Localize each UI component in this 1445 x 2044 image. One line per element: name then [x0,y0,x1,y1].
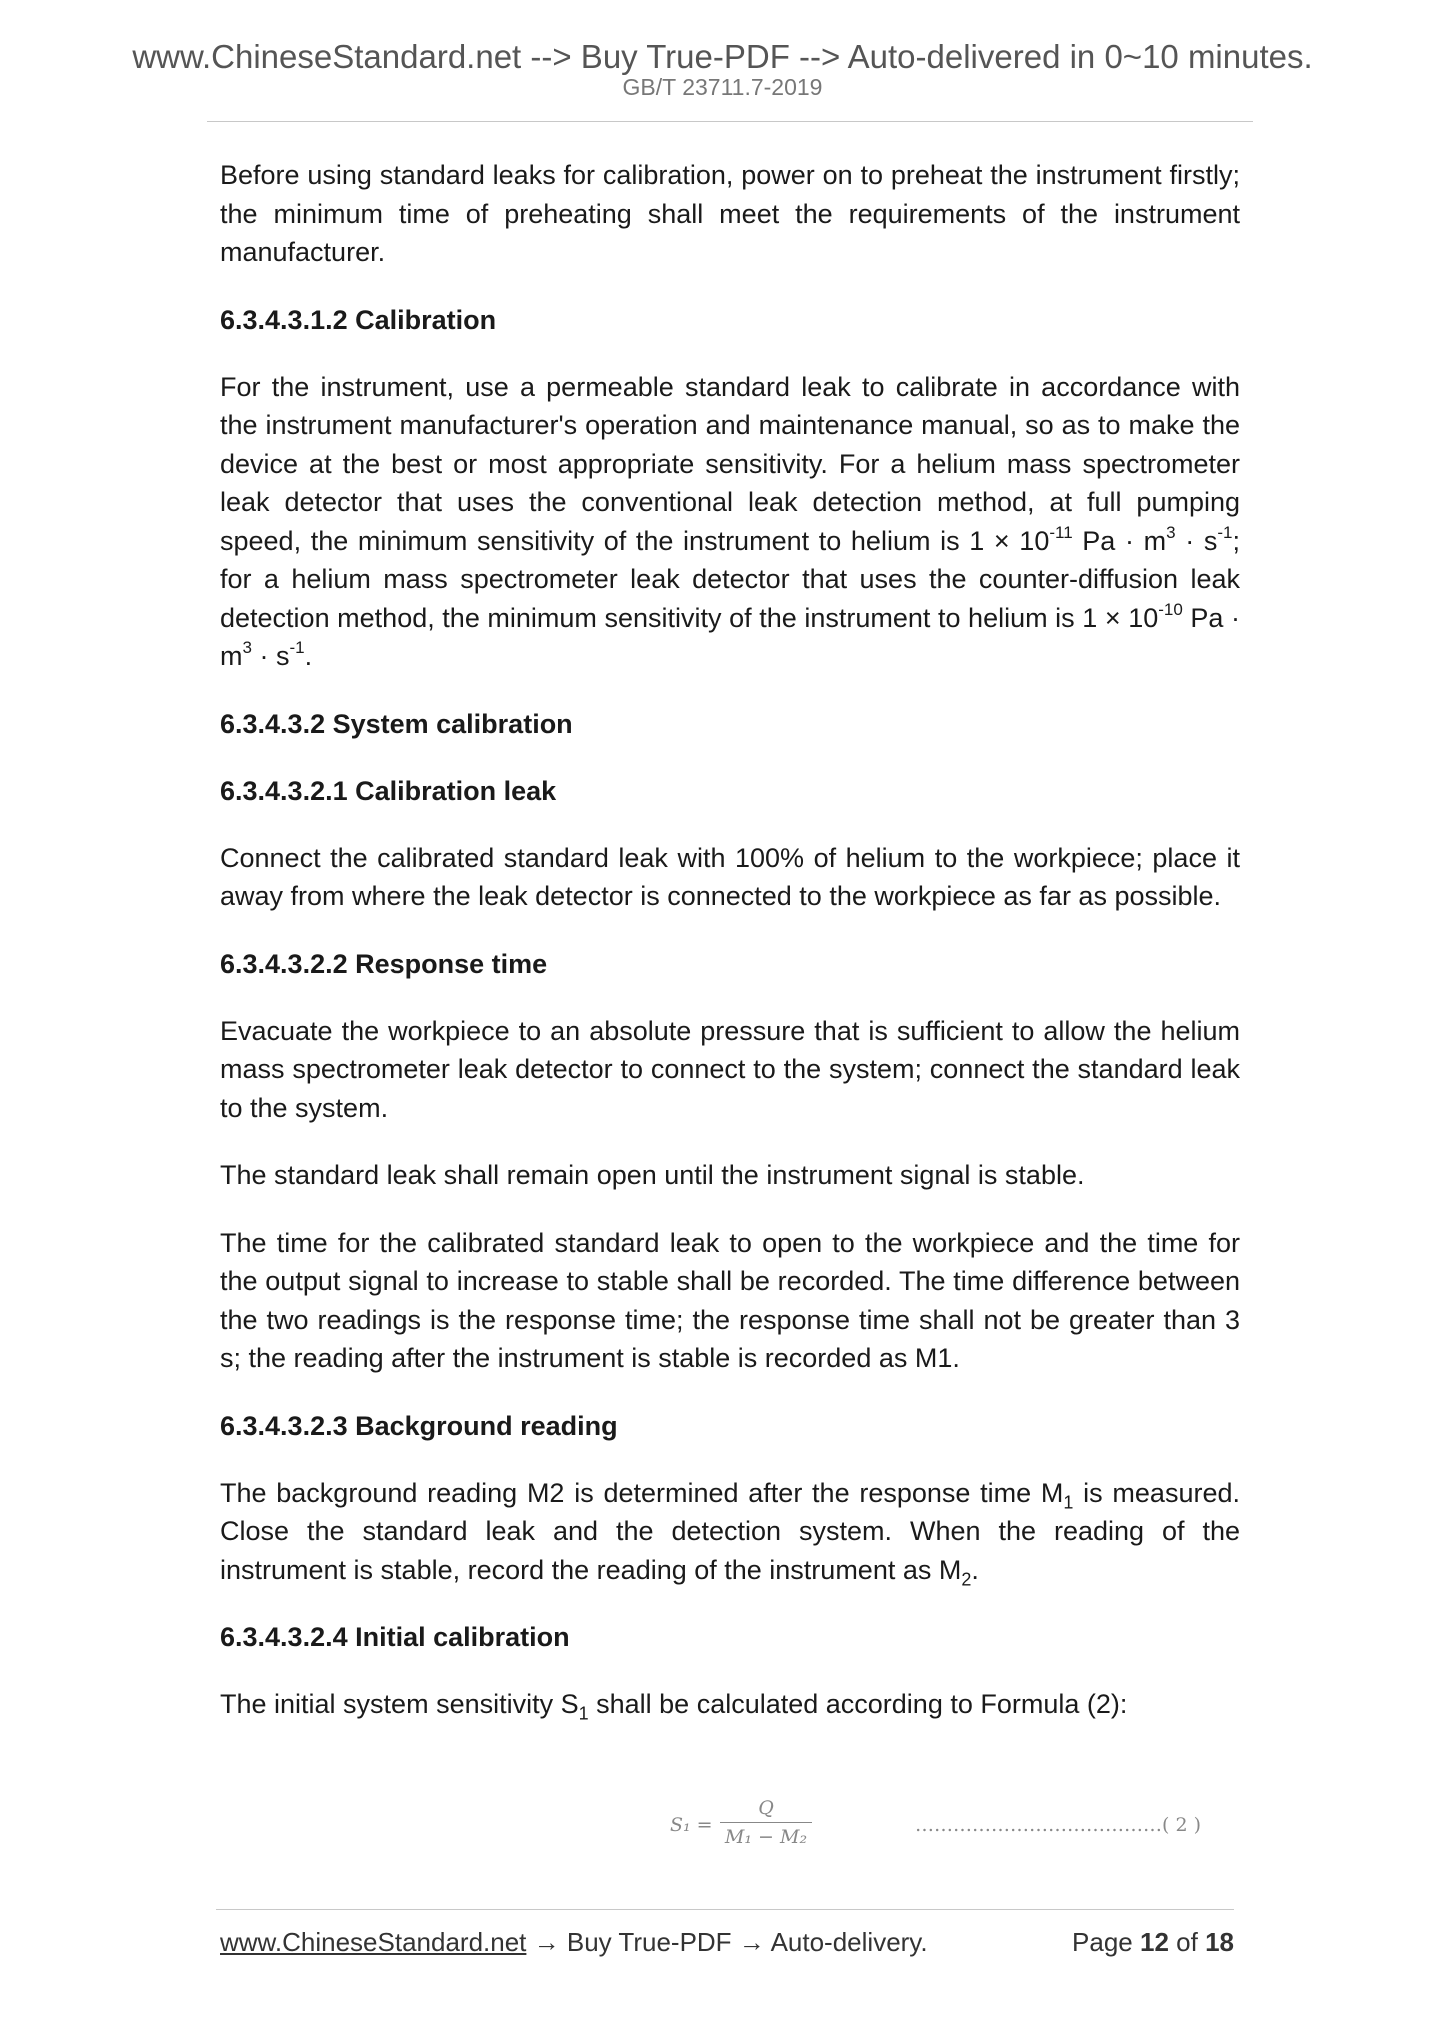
formula-lhs: S₁ = [670,1814,713,1836]
paragraph-evacuate: Evacuate the workpiece to an absolute pressure that is sufficient to allow the helium mass spectrometer leak detector to connect to the system; connect the standard leak to the system. [220,1015,1240,1123]
paragraph-remain-open: The standard leak shall remain open until the instrument signal is stable. [220,1160,1085,1190]
footer [220,1925,1234,1959]
heading-6-3-4-3-2-4: 6.3.4.3.2.4 Initial calibration [220,1622,570,1652]
text-span: · s [1175,525,1218,556]
heading-6-3-4-3-2: 6.3.4.3.2 System calibration [220,708,573,739]
formula-denominator: M₁ − M₂ [724,1826,808,1848]
of-label: of [1176,1927,1198,1957]
text-span: shall be calculated according to Formula (2): [588,1689,1128,1719]
text-span: For the instrument, use a permeable standard leak to calibrate in accordance with the instrument manufacturer's operation and maintenance manual, so as to make the device at the best or most appropriate sensitivity. For a helium mass spectrometer leak detector that uses the conventional leak detection method, at full pumping speed, the minimum sensitivity of the instrument to helium is 1 × 10 [220,371,1240,556]
heading-6-3-4-3-2-2: 6.3.4.3.2.2 Response time [220,948,548,979]
paragraph-preheat: Before using standard leaks for calibration, power on to preheat the instrument firstly; the minimum time of preheating shall meet the requirements of the instrument manufacturer. [220,160,1240,267]
document-body [220,156,1240,1753]
text-span: . [304,641,313,671]
standard-code: GB/T 23711.7-2019 [622,74,823,100]
header-divider [207,121,1253,122]
text-span: · s [251,641,290,671]
heading-6-3-4-3-1-2: 6.3.4.3.1.2 Calibration [220,304,497,335]
text-span: . [971,1554,979,1585]
text-span: The background reading M2 is determined after the response time M [220,1477,1064,1508]
paragraph-background [220,1474,1240,1590]
page-indicator [1072,1925,1234,1959]
heading-6-3-4-3-2-1: 6.3.4.3.2.1 Calibration leak [220,775,557,806]
footer-tagline: → Buy True-PDF → Auto-delivery. [526,1927,928,1957]
page-number: 12 [1140,1927,1169,1957]
subscript: 2 [961,1568,972,1589]
formula-numerator: Q [758,1797,774,1819]
paragraph-calibration-leak: Connect the calibrated standard leak with 100% of helium to the workpiece; place it away from where the leak detector is connected to the workpiece as far as possible. [220,842,1240,911]
footer-divider [216,1909,1234,1910]
subscript: 1 [1063,1491,1074,1512]
text-span: The initial system sensitivity S [220,1689,579,1719]
subscript: 1 [578,1703,589,1724]
text-span: Pa · m [1072,525,1167,556]
text-span: is measured. Close the standard leak and the detection system. When the reading of the instrument is stable, record the reading of the instrument as M [220,1477,1240,1585]
formula-number-leader: …………………………………( 2 ) [915,1814,1201,1836]
paragraph-response-time: The time for the calibrated standard leak to open to the workpiece and the time for the output signal to increase to stable shall be recorded. The time difference between the two readings is the response time; the response time shall not be greater than 3 s; the reading after the instrument is stable is recorded as M1. [220,1227,1240,1373]
superscript: 3 [1166,522,1176,542]
superscript: -10 [1158,599,1183,619]
page-total: 18 [1205,1927,1234,1957]
formula-fraction [716,1796,816,1849]
fraction-bar [720,1822,812,1823]
footer-site-link[interactable]: www.ChineseStandard.net [220,1927,527,1957]
text-span: ; for a helium mass spectrometer leak detector that uses the counter-diffusion leak detection method, the minimum sensitivity of the instrument to helium is 1 × 10 [220,525,1240,633]
superscript: -1 [1217,522,1233,542]
paragraph-calibration [220,368,1240,676]
paragraph-initial-calibration [220,1685,1240,1724]
top-banner: www.ChineseStandard.net --> Buy True-PDF --> Auto-delivered in 0~10 minutes. [132,38,1313,75]
page-label: Page [1072,1927,1133,1957]
text-span: Pa · m [220,602,1240,671]
formula-2 [660,1796,1280,1856]
superscript: -11 [1049,522,1073,542]
superscript: 3 [242,638,252,657]
superscript: -1 [289,638,305,657]
heading-6-3-4-3-2-3: 6.3.4.3.2.3 Background reading [220,1410,618,1441]
